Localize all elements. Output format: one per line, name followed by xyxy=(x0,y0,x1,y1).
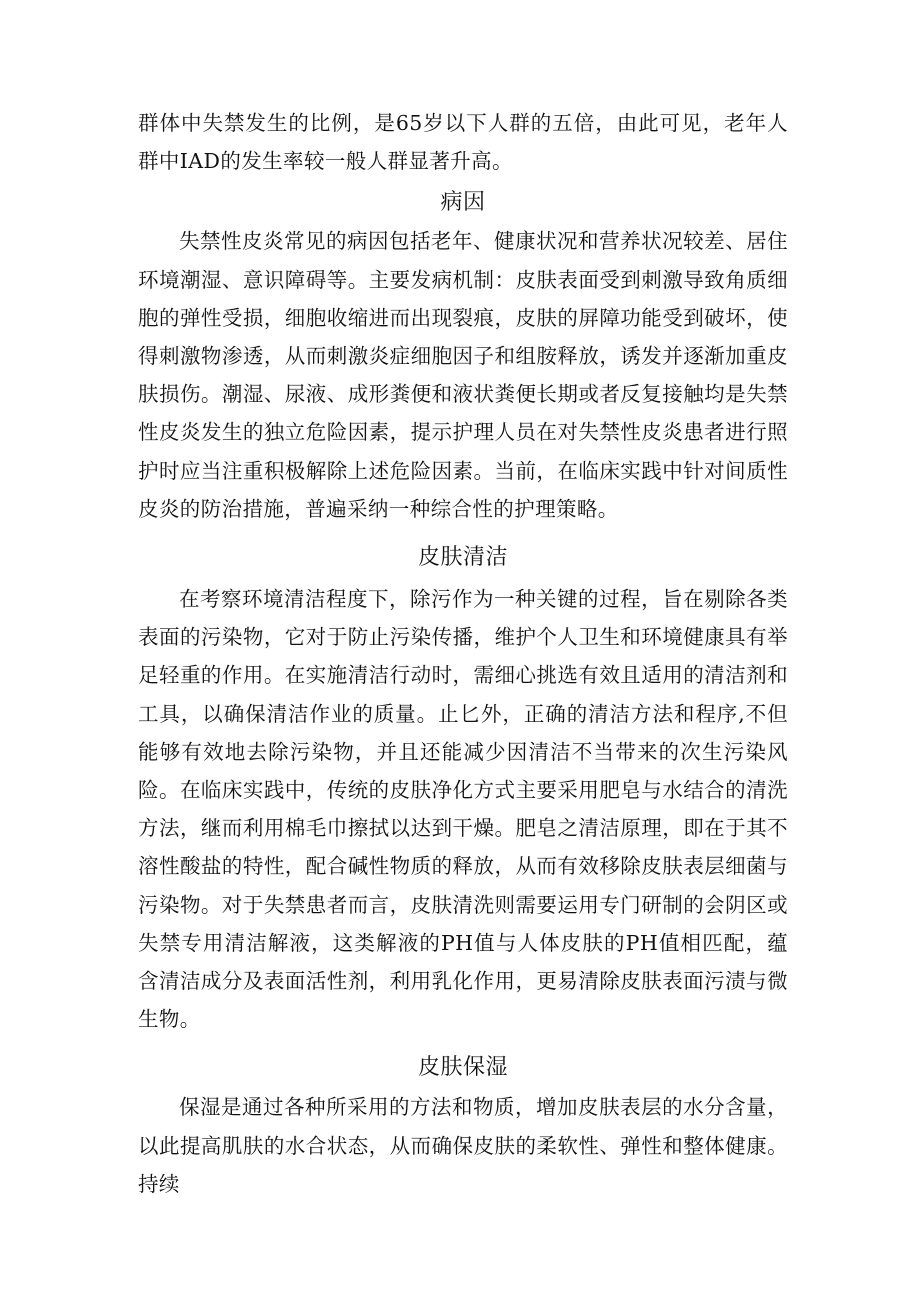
section-heading-etiology: 病因 xyxy=(440,190,486,216)
section-heading-skin-moisturizing: 皮肤保湿 xyxy=(417,1055,508,1081)
section-heading-skin-cleansing: 皮肤清洁 xyxy=(417,545,508,571)
section-paragraph-skin-moisturizing: 保湿是通过各种所采用的方法和物质，增加皮肤表层的水分含量，以此提高肌肤的水合状态，从而确保皮肤的柔软性、弹性和整体健康。持续 xyxy=(138,1095,788,1196)
section-paragraph-etiology: 失禁性皮炎常见的病因包括老年、健康状况和营养状况较差、居住环境潮湿、意识障碍等。主要发病机制：皮肤表面受到刺激导致角质细胞的弹性受损，细胞收缩进而出现裂痕，皮肤的屏障功能受到破坏，使得刺激物渗透，从而刺激炎症细胞因子和组胺释放，诱发并逐渐加重皮肤损伤。潮湿、尿液、成形粪便和液状粪便长期或者反复接触均是失禁性皮炎发生的独立危险因素，提示护理人员在对失禁性皮炎患者进行照护时应当注重积极解除上述危险因素。当前，在临床实践中针对间质性皮炎的防治措施，普遍采纳一种综合性的护理策略。 xyxy=(138,229,788,521)
document-page xyxy=(138,104,788,1203)
intro-paragraph: 群体中失禁发生的比例，是65岁以下人群的五倍，由此可见，老年人群中IAD的发生率较一般人群显著升高。 xyxy=(138,111,788,174)
section-paragraph-skin-cleansing: 在考察环境清洁程度下，除污作为一种关键的过程，旨在剔除各类表面的污染物，它对于防止污染传播，维护个人卫生和环境健康具有举足轻重的作用。在实施清洁行动时，需细心挑选有效且适用的清洁剂和工具，以确保清洁作业的质量。止匕外，正确的清洁方法和程序,不但能够有效地去除污染物，并且还能减少因清洁不当带来的次生污染风险。在临床实践中，传统的皮肤净化方式主要采用肥皂与水结合的清洗方法，继而利用棉毛巾擦拭以达到干燥。肥皂之清洁原理，即在于其不溶性酸盐的特性，配合碱性物质的释放，从而有效移除皮肤表层细菌与污染物。对于失禁患者而言，皮肤清洗则需要运用专门研制的会阴区或失禁专用清洁解液，这类解液的PH值与人体皮肤的PH值相匹配，蕴含清洁成分及表面活性剂，利用乳化作用，更易清除皮肤表面污渍与微生物。 xyxy=(138,587,788,1032)
